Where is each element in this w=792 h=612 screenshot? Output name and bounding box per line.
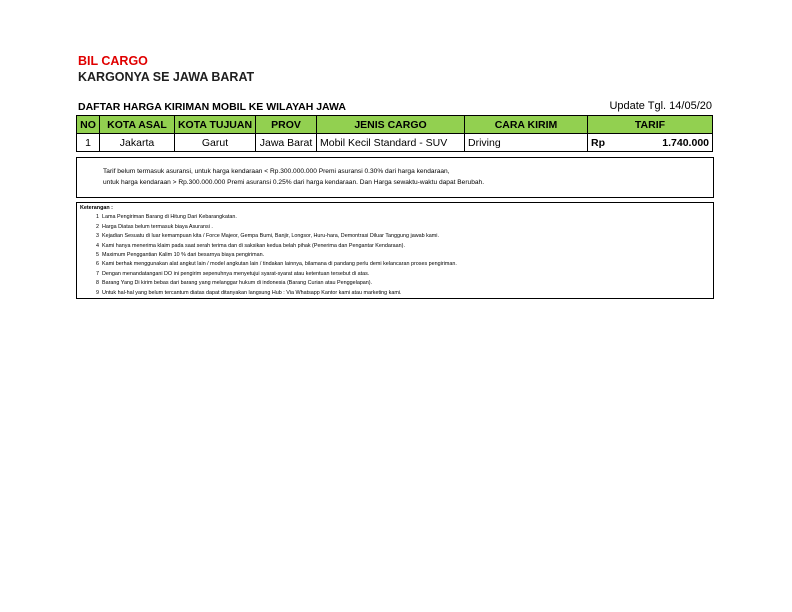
list-item [77, 223, 713, 232]
item-text: Kami berhak menggunakan alat angkut lain / model angkutan lain / tindakan lainnya, bilamana di pandang perlu demi kelancaran proses pengiriman. [102, 261, 457, 268]
list-item [77, 289, 713, 298]
insurance-note-line: Tarif belum termasuk asuransi, untuk harga kendaraan < Rp.300.000.000 Premi asuransi 0.30% dari harga kendaraan, [103, 168, 450, 175]
item-text: Barang Yang Di kirim bebas dari barang yang melanggar hukum di indonesia (Barang Curian atau Penggelapan). [102, 280, 373, 287]
currency-label: Rp [591, 136, 605, 149]
table-row [77, 134, 713, 152]
list-item [77, 260, 713, 269]
item-text: Kami hanya menerima klaim pada saat serah terima dan di saksikan kedua belah pihak (Penerima dan Pengantar Kendaraan). [102, 242, 405, 249]
column-header: KOTA TUJUAN [175, 116, 256, 134]
item-text: Lama Pengiriman Barang di Hitung Dari Kebarangkatan. [102, 214, 237, 221]
tarif-value: 1.740.000 [662, 136, 709, 149]
cell-tarif [588, 134, 713, 152]
list-item [77, 251, 713, 260]
list-item [77, 232, 713, 241]
column-header: TARIF [588, 116, 713, 134]
cell-jenis-cargo: Mobil Kecil Standard - SUV [317, 134, 465, 152]
keterangan-box [76, 202, 714, 299]
table-header-row [77, 116, 713, 134]
price-list-title: DAFTAR HARGA KIRIMAN MOBIL KE WILAYAH JAWA [78, 101, 346, 113]
list-item [77, 213, 713, 222]
cell-no: 1 [77, 134, 100, 152]
update-date: Update Tgl. 14/05/20 [609, 100, 712, 112]
item-text: Untuk hal-hal yang belum tercantum diatas dapat ditanyakan langsung Hub : Via Whatsapp Kantor kami atau marketing kami. [102, 289, 402, 296]
item-number: 4 [96, 242, 99, 249]
list-item [77, 270, 713, 279]
cell-cara-kirim: Driving [465, 134, 588, 152]
list-item [77, 242, 713, 251]
rate-table [76, 115, 713, 152]
keterangan-label: Keterangan : [80, 205, 113, 211]
item-text: Maximum Penggantian Kalim 10 % dari besarnya biaya pengiriman. [102, 252, 265, 259]
item-number: 5 [96, 252, 99, 259]
item-number: 8 [96, 280, 99, 287]
brand-name: BIL CARGO [78, 54, 148, 68]
column-header: PROV [256, 116, 317, 134]
column-header: JENIS CARGO [317, 116, 465, 134]
list-item [77, 279, 713, 288]
item-number: 1 [96, 214, 99, 221]
column-header: CARA KIRIM [465, 116, 588, 134]
insurance-note-line: untuk harga kendaraan > Rp.300.000.000 Premi asuransi 0.25% dari harga kendaraan. Dan Harga sewaktu-waktu dapat Berubah. [103, 178, 485, 186]
cell-kota-tujuan: Garut [175, 134, 256, 152]
item-number: 2 [96, 223, 99, 230]
column-header: NO [77, 116, 100, 134]
item-text: Kejadian Sesuatu di luar kemampuan kita / Force Majeor, Gempa Bumi, Banjir, Longsor, Huru-hara, Demontrasi Diluar Tanggung jawab kami. [102, 233, 439, 240]
item-text: Harga Diatas belum termasuk biaya Asuransi . [102, 223, 213, 230]
item-number: 3 [96, 233, 99, 240]
brand-subtitle: KARGONYA SE JAWA BARAT [78, 70, 255, 84]
item-number: 6 [96, 261, 99, 268]
item-text: Dengan menandatangani DO ini pengirim sepenuhnya menyetujui syarat-syarat atau ketentuan tersebut di atas. [102, 270, 370, 277]
cell-kota-asal: Jakarta [100, 134, 175, 152]
item-number: 7 [96, 270, 99, 277]
cell-prov: Jawa Barat [256, 134, 317, 152]
insurance-note-box [76, 157, 714, 198]
item-number: 9 [96, 289, 99, 296]
column-header: KOTA ASAL [100, 116, 175, 134]
